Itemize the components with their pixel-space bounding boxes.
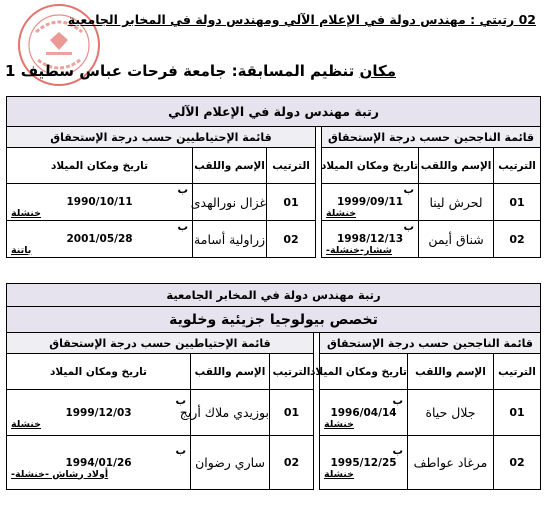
section1-title: رتبة مهندس دولة في الإعلام الآلي xyxy=(7,97,541,127)
section2-successful-title: قائمة الناجحين حسب درجة الإستحقاق xyxy=(320,333,541,354)
col-dob: تاريخ ومكان الميلاد xyxy=(7,354,191,390)
section2-reserve-title: قائمة الإحتياطيين حسب درجة الإستحقاق xyxy=(7,333,314,354)
col-name: الإسم واللقب xyxy=(408,354,494,390)
header-place-line xyxy=(5,62,396,80)
table-row: 02 مرغاد عواطف ب 1995/12/25 خنشلة 02 ساري رضوان ب 1994/01/26 أولاد رشاش -خنشلة- xyxy=(7,436,541,490)
place-text: تنظيم المسابقة: جامعة فرحات عباس سطيف 1 xyxy=(5,62,360,80)
table-row: 01 جلال حياة ب 1996/04/14 خنشلة 01 بوزيدي ملاك أريج ب 1999/12/03 خنشلة xyxy=(7,390,541,436)
section2-title: رتبة مهندس دولة في المخابر الجامعية xyxy=(7,284,541,307)
section2-table xyxy=(6,283,541,490)
table-row: 01 لحرش لينا ب 1999/09/11 خنشلة 01 غزال نورالهدى ب 1990/10/11 خنشلة xyxy=(7,184,541,221)
col-rank: الترتيب xyxy=(267,148,316,184)
place-label: مكان xyxy=(359,62,396,80)
col-name: الإسم واللقب xyxy=(419,148,494,184)
col-rank: الترتيب xyxy=(494,354,541,390)
col-dob: تاريخ ومكان الميلاد xyxy=(320,354,408,390)
col-dob: تاريخ ومكان الميلاد xyxy=(7,148,193,184)
table-row: 02 شناق أيمن ب 1998/12/13 ششار-خنشلة- 02 زراولية أسامة ب 2001/05/28 باتنة xyxy=(7,221,541,258)
section1-reserve-title: قائمة الإحتياطيين حسب درجة الإستحقاق xyxy=(7,127,316,148)
col-name: الإسم واللقب xyxy=(193,148,267,184)
section2-specialty: تخصص بيولوجيا جزيئية وخلوية xyxy=(7,307,541,333)
col-rank: الترتيب xyxy=(494,148,541,184)
col-rank: الترتيب xyxy=(270,354,314,390)
col-name: الإسم واللقب xyxy=(191,354,270,390)
section1-successful-title: قائمة الناجحين حسب درجة الإستحقاق xyxy=(322,127,541,148)
col-dob: تاريخ ومكان الميلاد xyxy=(322,148,419,184)
header-ranks-line: 02 رتبتي : مهندس دولة في الإعلام الآلي ومهندس دولة في المخابر الجامعية xyxy=(67,12,536,27)
section1-table xyxy=(6,96,541,258)
